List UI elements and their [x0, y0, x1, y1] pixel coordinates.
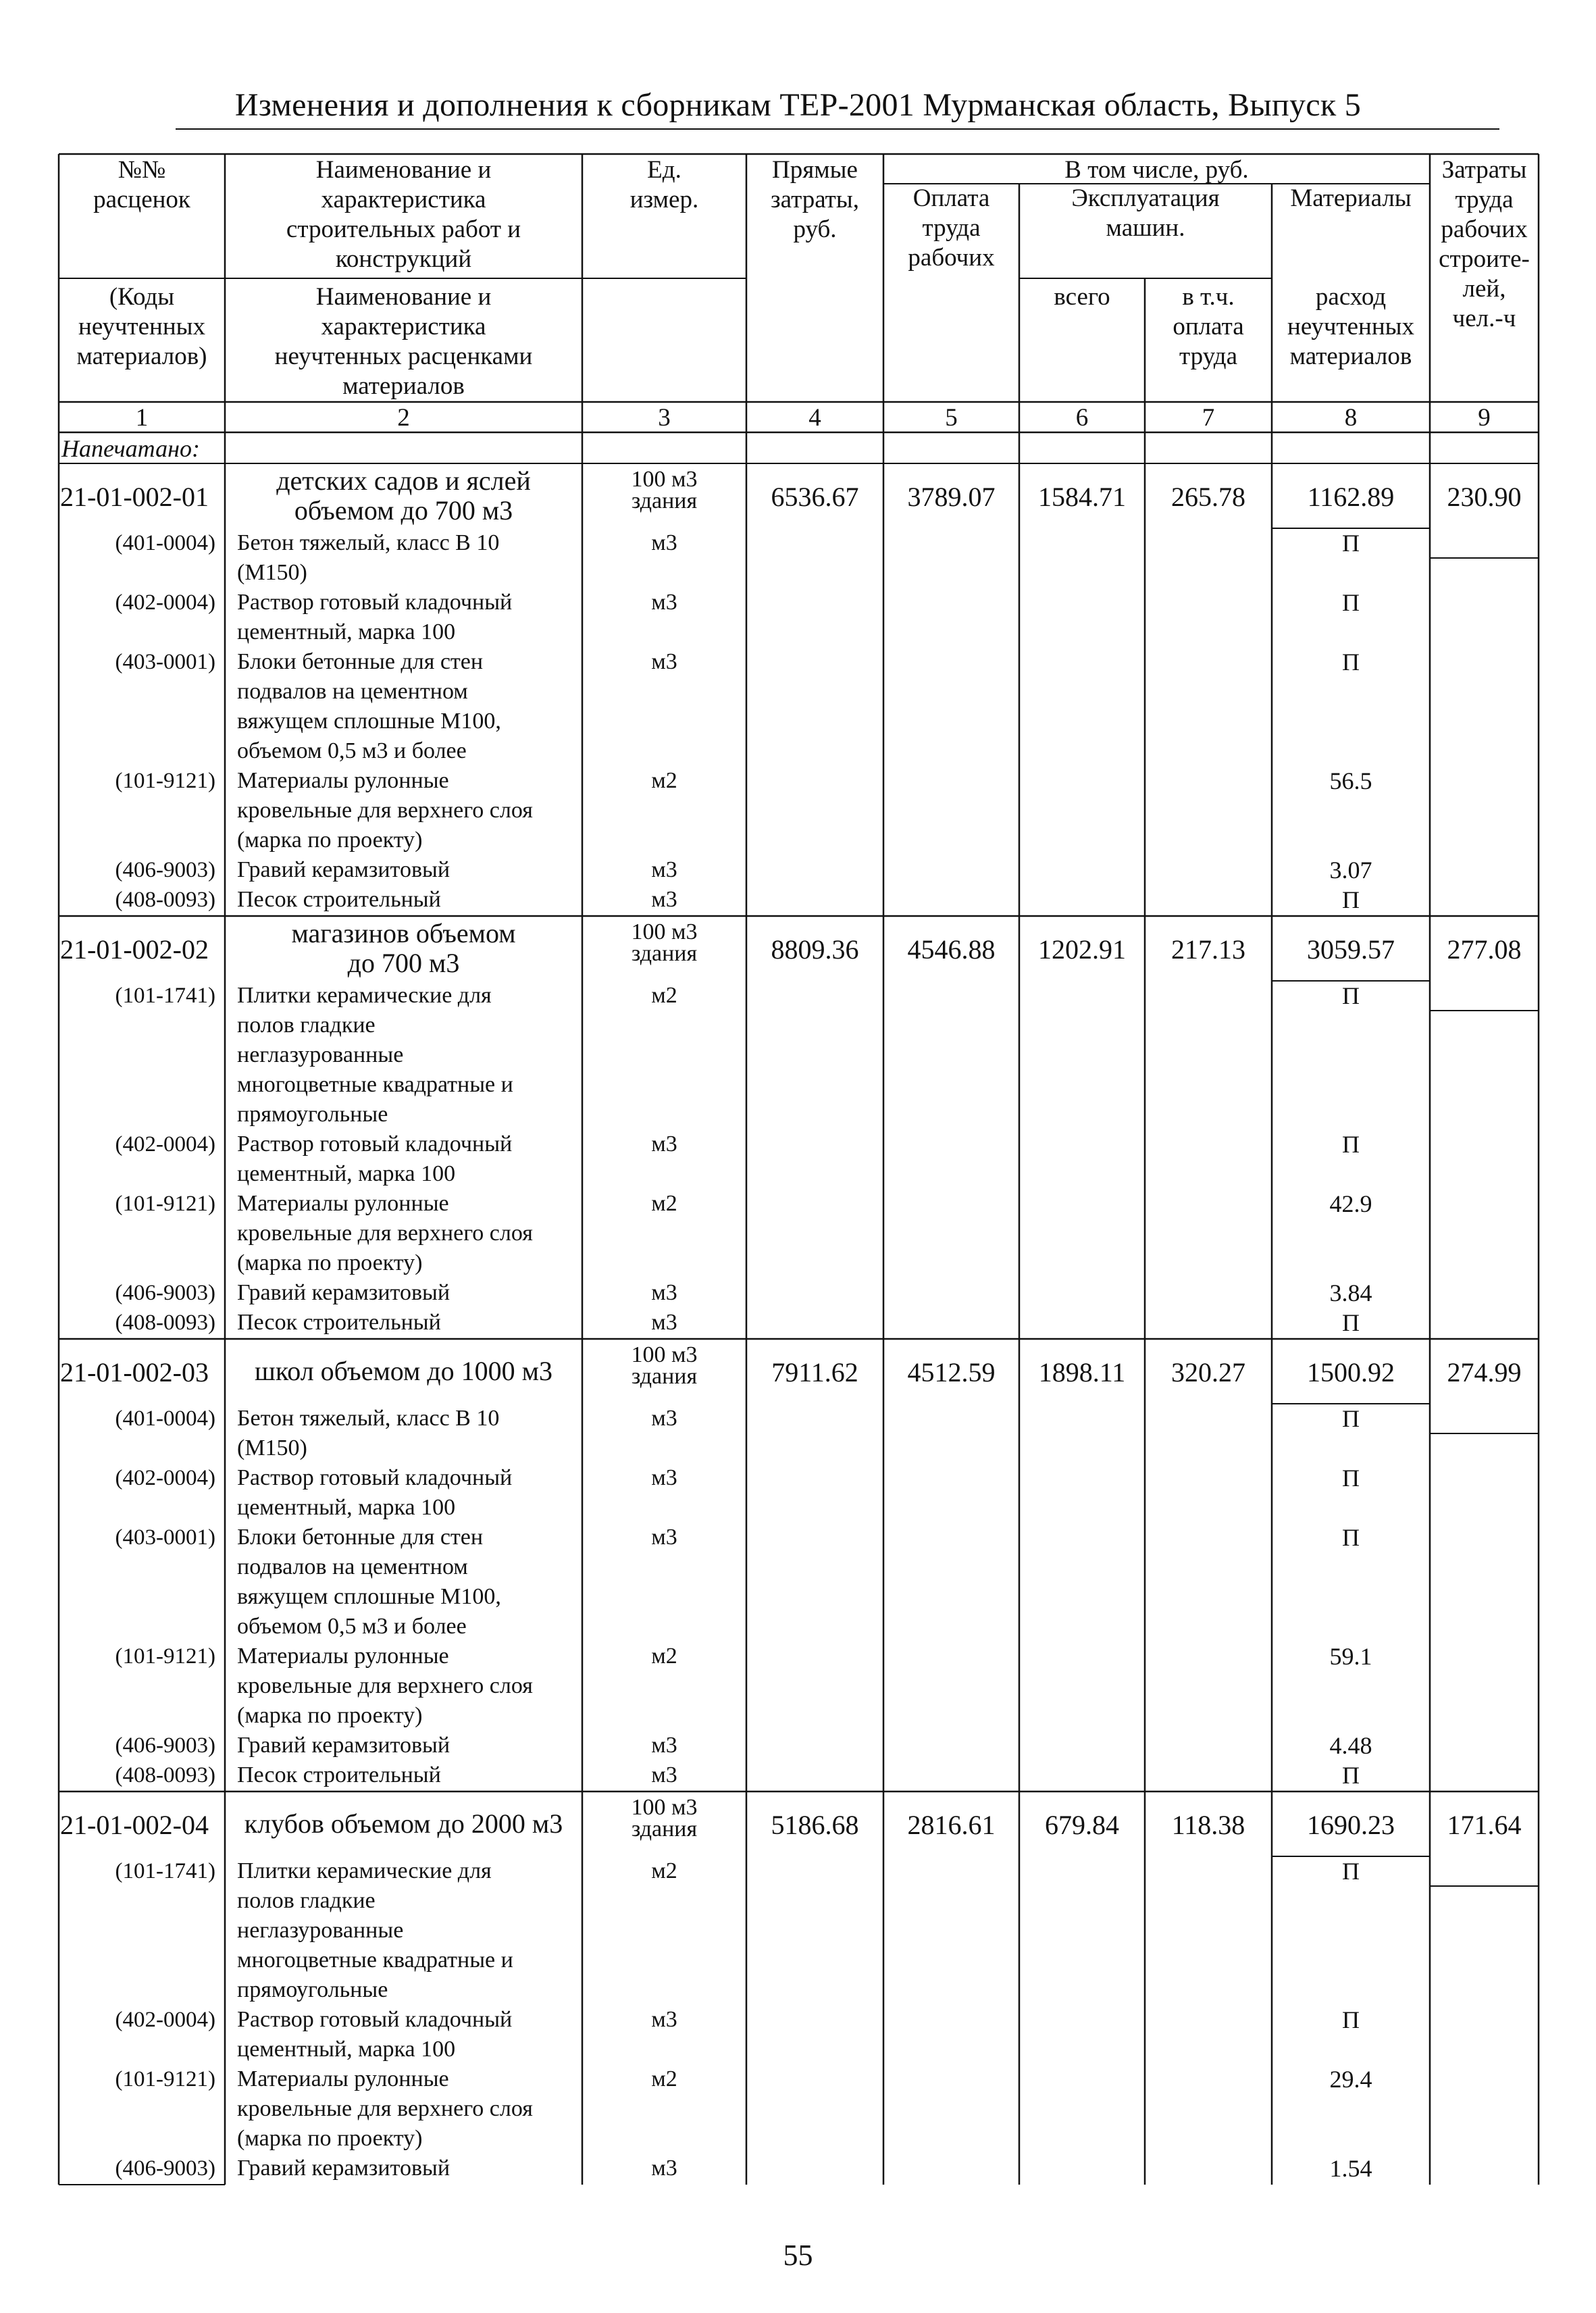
- rate-name: магазинов объемом: [291, 918, 516, 948]
- material-unit: м3: [651, 1132, 677, 1156]
- material-consumption: П: [1342, 530, 1360, 557]
- rate-machines-total: 679.84: [1045, 1810, 1119, 1840]
- rate-materials: 1690.23: [1307, 1810, 1395, 1840]
- material-name: (марка по проекту): [237, 1250, 423, 1275]
- material-unit: м3: [651, 2007, 677, 2032]
- material-name: Гравий керамзитовый: [237, 1733, 451, 1758]
- col-header-unit: Ед.: [647, 156, 681, 184]
- rate-worker-hours: 277.08: [1447, 934, 1522, 965]
- material-unit: м3: [651, 530, 677, 555]
- rate-name: объемом до 700 м3: [294, 495, 513, 526]
- col-header-unit: измер.: [629, 186, 699, 213]
- col-header-worker-hours: Затраты: [1441, 156, 1527, 184]
- material-consumption: П: [1342, 589, 1360, 616]
- rate-name: клубов объемом до 2000 м3: [244, 1808, 563, 1839]
- rate-materials: 1500.92: [1307, 1357, 1395, 1388]
- col-header-direct-costs: Прямые: [772, 156, 858, 184]
- material-unit: м2: [651, 768, 677, 793]
- page-title: Изменения и дополнения к сборникам ТЕР-2001 Мурманская область, Выпуск 5: [234, 87, 1362, 123]
- material-code: (101-9121): [115, 1192, 215, 1216]
- col-header-material-codes: неучтенных: [78, 313, 205, 340]
- col-header-worker-hours: труда: [1455, 186, 1514, 213]
- rate-labor-pay: 4512.59: [907, 1357, 996, 1388]
- material-unit: м2: [651, 1858, 677, 1883]
- col-header-labor-pay: Оплата: [912, 184, 990, 212]
- col-number: 7: [1202, 404, 1215, 432]
- material-name: Плитки керамические для: [237, 983, 492, 1008]
- rate-unit: здания: [631, 488, 698, 513]
- material-name: Бетон тяжелый, класс В 10: [237, 1406, 500, 1431]
- material-consumption: 59.1: [1329, 1643, 1372, 1670]
- col-header-labor-pay: рабочих: [908, 244, 995, 272]
- col-header-labor-pay: труда: [922, 214, 981, 242]
- material-consumption: П: [1342, 1465, 1360, 1492]
- material-code: (402-0004): [115, 2008, 215, 2032]
- material-name: Раствор готовый кладочный: [237, 2007, 513, 2032]
- material-code: (402-0004): [115, 1132, 215, 1156]
- material-unit: м2: [651, 1191, 677, 1216]
- rate-worker-hours: 230.90: [1447, 482, 1522, 512]
- col-header-machines-labor: оплата: [1173, 313, 1244, 340]
- material-consumption: П: [1342, 1131, 1360, 1158]
- material-name: Блоки бетонные для стен: [237, 649, 484, 674]
- material-consumption: П: [1342, 1762, 1360, 1789]
- material-code: (402-0004): [115, 590, 215, 615]
- material-name: Раствор готовый кладочный: [237, 1465, 513, 1490]
- rate-direct-costs: 5186.68: [771, 1810, 859, 1840]
- material-name: объемом 0,5 м3 и более: [237, 1614, 467, 1639]
- rate-materials: 3059.57: [1307, 934, 1395, 965]
- col-header-machines-labor: труда: [1179, 342, 1238, 370]
- col-number: 5: [945, 404, 958, 432]
- material-name: Гравий керамзитовый: [237, 1280, 451, 1305]
- material-code: (408-0093): [115, 888, 215, 912]
- material-name: (марка по проекту): [237, 1703, 423, 1728]
- material-consumption: П: [1342, 1858, 1360, 1885]
- rate-direct-costs: 7911.62: [771, 1357, 858, 1388]
- material-unit: м3: [651, 649, 677, 674]
- col-header-machines: Эксплуатация: [1071, 184, 1220, 212]
- material-code: (101-9121): [115, 2067, 215, 2091]
- material-name: полов гладкие: [237, 1888, 376, 1913]
- col-header-unaccounted-materials: материалов: [1289, 342, 1412, 370]
- material-consumption: 3.07: [1329, 857, 1372, 884]
- material-consumption: 29.4: [1329, 2066, 1372, 2093]
- material-name: Гравий керамзитовый: [237, 857, 451, 882]
- col-header-material-codes: (Коды: [109, 283, 175, 311]
- material-unit: м2: [651, 2066, 677, 2091]
- rate-labor-pay: 3789.07: [907, 482, 996, 512]
- rate-unit: 100 м3: [631, 467, 698, 492]
- rate-machines-total: 1584.71: [1038, 482, 1126, 512]
- material-name: Материалы рулонные: [237, 2066, 449, 2091]
- material-consumption: П: [1342, 1524, 1360, 1551]
- material-consumption: П: [1342, 2006, 1360, 2033]
- rate-worker-hours: 274.99: [1447, 1357, 1522, 1388]
- rate-code: 21-01-002-04: [60, 1810, 209, 1840]
- material-code: (101-9121): [115, 1644, 215, 1669]
- material-code: (401-0004): [115, 531, 215, 555]
- rate-unit: здания: [631, 1816, 698, 1841]
- rate-name: школ объемом до 1000 м3: [255, 1356, 552, 1386]
- material-name: кровельные для верхнего слоя: [237, 2096, 533, 2121]
- material-unit: м2: [651, 983, 677, 1008]
- material-name: Песок строительный: [237, 1762, 441, 1787]
- material-code: (101-9121): [115, 769, 215, 793]
- col-number: 3: [658, 404, 671, 432]
- rate-machines-total: 1202.91: [1038, 934, 1126, 965]
- material-consumption: 3.84: [1329, 1279, 1372, 1306]
- col-header-work-name: строительных работ и: [286, 215, 521, 243]
- col-header-material-name: Наименование и: [315, 283, 492, 311]
- material-name: цементный, марка 100: [237, 2037, 456, 2062]
- material-unit: м3: [651, 1733, 677, 1758]
- material-name: цементный, марка 100: [237, 1495, 456, 1520]
- col-header-rate-number: расценок: [93, 186, 190, 213]
- material-consumption: 42.9: [1329, 1190, 1372, 1217]
- material-name: Блоки бетонные для стен: [237, 1525, 484, 1550]
- col-header-material-codes: материалов): [76, 342, 207, 370]
- material-name: вяжущем сплошные М100,: [237, 1584, 501, 1609]
- material-name: цементный, марка 100: [237, 1161, 456, 1186]
- rate-machines-total: 1898.11: [1038, 1357, 1126, 1388]
- col-header-material-name: характеристика: [321, 313, 486, 340]
- rate-machines-labor: 320.27: [1171, 1357, 1245, 1388]
- col-header-direct-costs: руб.: [793, 215, 837, 243]
- rate-name: детских садов и яслей: [276, 465, 531, 496]
- material-name: (М150): [237, 560, 307, 585]
- col-header-machines-total: всего: [1054, 283, 1110, 311]
- rate-direct-costs: 8809.36: [771, 934, 859, 965]
- material-consumption: П: [1342, 649, 1360, 676]
- rate-materials: 1162.89: [1307, 482, 1395, 512]
- material-code: (403-0001): [115, 1525, 215, 1550]
- col-header-machines-labor: в т.ч.: [1182, 283, 1235, 311]
- material-consumption: 1.54: [1329, 2155, 1372, 2182]
- page-number: 55: [783, 2239, 813, 2272]
- col-header-materials: Материалы: [1290, 184, 1412, 212]
- material-code: (402-0004): [115, 1466, 215, 1490]
- rate-direct-costs: 6536.67: [771, 482, 859, 512]
- material-name: (марка по проекту): [237, 828, 423, 853]
- col-number: 8: [1344, 404, 1358, 432]
- material-name: прямоугольные: [237, 1102, 388, 1127]
- material-code: (406-9003): [115, 858, 215, 882]
- material-unit: м2: [651, 1644, 677, 1669]
- material-name: подвалов на цементном: [237, 1554, 468, 1579]
- material-name: Раствор готовый кладочный: [237, 590, 513, 615]
- col-header-material-name: материалов: [342, 372, 465, 400]
- col-header-rate-number: №№: [118, 156, 166, 184]
- col-header-direct-costs: затраты,: [771, 186, 859, 213]
- material-unit: м3: [651, 1525, 677, 1550]
- material-name: Песок строительный: [237, 1310, 441, 1335]
- col-header-work-name: конструкций: [335, 245, 472, 273]
- material-name: вяжущем сплошные М100,: [237, 709, 501, 734]
- col-header-unaccounted-materials: неучтенных: [1287, 313, 1414, 340]
- material-name: Материалы рулонные: [237, 768, 449, 793]
- rate-unit: 100 м3: [631, 1342, 698, 1367]
- rate-machines-labor: 118.38: [1171, 1810, 1245, 1840]
- material-unit: м3: [651, 857, 677, 882]
- rate-code: 21-01-002-01: [60, 482, 209, 512]
- col-header-unaccounted-materials: расход: [1315, 283, 1387, 311]
- rate-name: до 700 м3: [347, 948, 460, 978]
- material-name: цементный, марка 100: [237, 619, 456, 644]
- material-name: кровельные для верхнего слоя: [237, 1221, 533, 1246]
- rate-unit: 100 м3: [631, 1795, 698, 1820]
- rate-unit: 100 м3: [631, 919, 698, 944]
- material-code: (101-1741): [115, 1859, 215, 1883]
- rate-unit: здания: [631, 941, 698, 966]
- material-name: Материалы рулонные: [237, 1191, 449, 1216]
- col-header-material-name: неучтенных расценками: [274, 342, 533, 370]
- material-code: (403-0001): [115, 650, 215, 674]
- material-name: многоцветные квадратные и: [237, 1072, 513, 1097]
- col-header-group-title: В том числе, руб.: [1064, 156, 1249, 184]
- material-code: (408-0093): [115, 1311, 215, 1335]
- rate-labor-pay: 4546.88: [907, 934, 996, 965]
- material-code: (101-1741): [115, 984, 215, 1008]
- material-unit: м3: [651, 1280, 677, 1305]
- material-name: неглазурованные: [237, 1042, 404, 1067]
- col-header-worker-hours: строите-: [1439, 245, 1530, 273]
- material-consumption: 4.48: [1329, 1732, 1372, 1759]
- material-name: Бетон тяжелый, класс В 10: [237, 530, 500, 555]
- material-consumption: П: [1342, 982, 1360, 1009]
- material-code: (406-9003): [115, 2156, 215, 2181]
- material-code: (406-9003): [115, 1281, 215, 1305]
- material-name: Гравий керамзитовый: [237, 2156, 451, 2181]
- rate-unit: здания: [631, 1364, 698, 1389]
- material-consumption: П: [1342, 886, 1360, 913]
- material-unit: м3: [651, 590, 677, 615]
- material-name: кровельные для верхнего слоя: [237, 1673, 533, 1698]
- rate-machines-labor: 217.13: [1171, 934, 1245, 965]
- col-header-worker-hours: лей,: [1462, 275, 1506, 303]
- material-name: прямоугольные: [237, 1977, 388, 2002]
- col-number: 4: [808, 404, 821, 432]
- rate-machines-labor: 265.78: [1171, 482, 1245, 512]
- material-name: Материалы рулонные: [237, 1644, 449, 1669]
- col-number: 9: [1478, 404, 1491, 432]
- col-header-worker-hours: чел.-ч: [1452, 305, 1516, 332]
- material-unit: м3: [651, 1465, 677, 1490]
- material-unit: м3: [651, 1310, 677, 1335]
- material-unit: м3: [651, 887, 677, 912]
- material-name: Песок строительный: [237, 887, 441, 912]
- material-unit: м3: [651, 1406, 677, 1431]
- material-unit: м3: [651, 1762, 677, 1787]
- material-name: Плитки керамические для: [237, 1858, 492, 1883]
- col-number: 6: [1075, 404, 1089, 432]
- rate-worker-hours: 171.64: [1447, 1810, 1522, 1840]
- material-code: (401-0004): [115, 1406, 215, 1431]
- material-code: (408-0093): [115, 1763, 215, 1787]
- material-code: (406-9003): [115, 1733, 215, 1758]
- material-name: полов гладкие: [237, 1013, 376, 1038]
- material-name: объемом 0,5 м3 и более: [237, 738, 467, 763]
- material-name: (марка по проекту): [237, 2126, 423, 2151]
- material-name: многоцветные квадратные и: [237, 1948, 513, 1973]
- material-name: (М150): [237, 1435, 307, 1460]
- material-consumption: П: [1342, 1309, 1360, 1336]
- material-name: кровельные для верхнего слоя: [237, 798, 533, 823]
- material-name: подвалов на цементном: [237, 679, 468, 704]
- material-unit: м3: [651, 2156, 677, 2181]
- material-name: неглазурованные: [237, 1918, 404, 1943]
- col-header-work-name: характеристика: [321, 186, 486, 213]
- material-name: Раствор готовый кладочный: [237, 1132, 513, 1156]
- rate-labor-pay: 2816.61: [907, 1810, 996, 1840]
- col-header-work-name: Наименование и: [315, 156, 492, 184]
- rate-code: 21-01-002-03: [60, 1357, 209, 1388]
- rate-code: 21-01-002-02: [60, 934, 209, 965]
- printed-label: Напечатано:: [61, 435, 200, 462]
- col-header-machines: машин.: [1106, 214, 1185, 242]
- col-number: 1: [135, 404, 149, 432]
- material-consumption: П: [1342, 1405, 1360, 1432]
- material-consumption: 56.5: [1329, 767, 1372, 794]
- col-header-worker-hours: рабочих: [1441, 215, 1528, 243]
- col-number: 2: [397, 404, 410, 432]
